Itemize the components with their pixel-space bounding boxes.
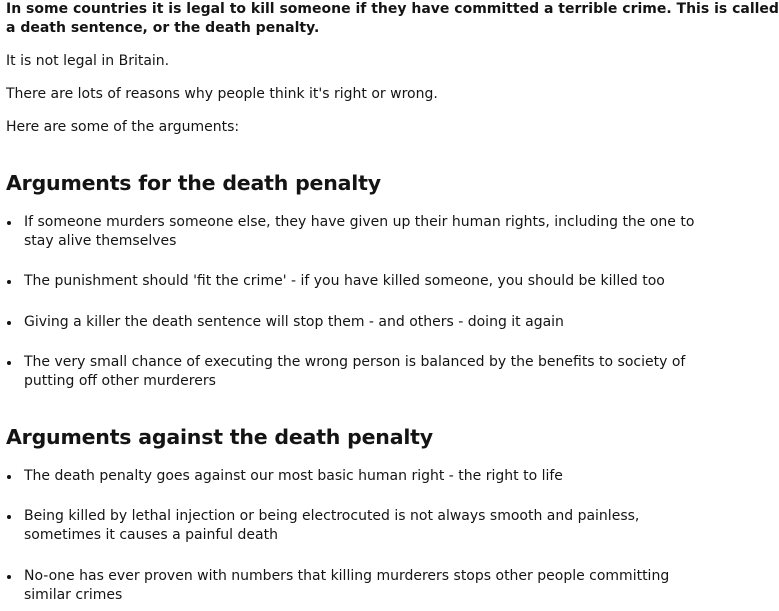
paragraph-arguments-intro: Here are some of the arguments: — [6, 119, 240, 135]
list-item-line: Being killed by lethal injection or being electrocuted is not always smooth and painless, — [24, 508, 640, 524]
bullet-icon — [7, 221, 11, 225]
list-item — [6, 353, 686, 391]
intro-line-2: a death sentence, or the death penalty. — [6, 20, 320, 36]
bullet-icon — [7, 575, 11, 579]
bullet-icon — [7, 361, 11, 365]
paragraph-reasons: There are lots of reasons why people think it's right or wrong. — [6, 86, 438, 102]
heading-arguments-against: Arguments against the death penalty — [6, 425, 433, 449]
list-item — [6, 272, 664, 291]
bullet-icon — [7, 280, 11, 284]
intro-line-1: In some countries it is legal to kill someone if they have committed a terrible crime. This is called — [6, 1, 779, 17]
list-item-line: The death penalty goes against our most basic human right - the right to life — [24, 468, 563, 484]
list-item-line: If someone murders someone else, they have given up their human rights, including the one to — [24, 214, 695, 230]
list-item — [6, 507, 664, 545]
list-item-line: similar crimes — [24, 587, 123, 603]
list-item — [6, 213, 695, 251]
list-item-line: Giving a killer the death sentence will stop them - and others - doing it again — [24, 314, 564, 330]
list-item-line: putting off other murderers — [24, 373, 216, 389]
list-item-line: No-one has ever proven with numbers that killing murderers stops other people committing — [24, 568, 670, 584]
list-item — [6, 467, 664, 486]
list-item-line: The punishment should 'fit the crime' - if you have killed someone, you should be killed too — [24, 273, 665, 289]
bullet-icon — [7, 515, 11, 519]
intro-paragraph — [6, 0, 779, 38]
list-item — [6, 313, 664, 332]
list-item — [6, 567, 670, 605]
heading-arguments-for: Arguments for the death penalty — [6, 171, 381, 195]
paragraph-not-legal: It is not legal in Britain. — [6, 53, 170, 69]
article — [6, 0, 779, 603]
list-item-line: The very small chance of executing the wrong person is balanced by the benefits to society of — [24, 354, 686, 370]
bullet-icon — [7, 321, 11, 325]
bullet-icon — [7, 475, 11, 479]
list-item-line: stay alive themselves — [24, 233, 177, 249]
list-item-line: sometimes it causes a painful death — [24, 527, 278, 543]
